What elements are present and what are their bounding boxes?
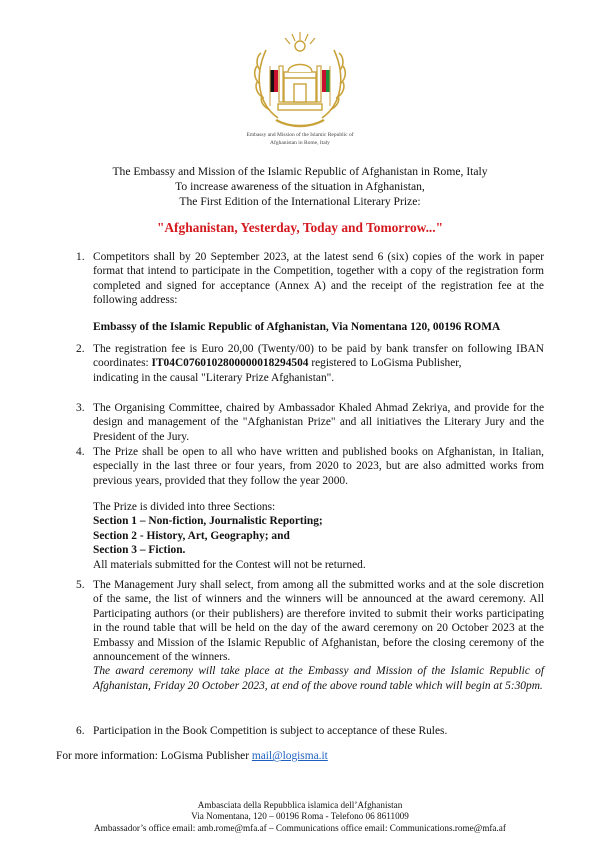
header-line1: The Embassy and Mission of the Islamic Republic of Afghanistan in Rome, Italy (112, 165, 488, 178)
rule-5-number: 5. (76, 579, 85, 591)
footer-line1: Ambasciata della Repubblica islamica dell’Afghanistan (197, 800, 403, 810)
sections-intro: The Prize is divided into three Sections: (93, 501, 276, 513)
afghanistan-emblem-logo (248, 26, 352, 132)
rule-5-text (93, 578, 544, 693)
materials-note: All materials submitted for the Contest will not be returned. (93, 558, 366, 571)
rule-2-text-b: registered to LoGisma Publisher, (308, 357, 462, 370)
document-footer (40, 800, 560, 834)
footer-line2: Via Nomentana, 120 – 00196 Roma - Telefono 06 8611009 (191, 811, 409, 822)
rule-3-number: 3. (76, 402, 85, 414)
more-info (56, 749, 536, 763)
rule-2-text (93, 342, 544, 385)
emblem-caption-line1: Embassy and Mission of the Islamic Republic of (246, 132, 354, 138)
header-line2: To increase awareness of the situation in Afghanistan, (175, 180, 425, 193)
rule-2-text-a: The registration fee is Euro 20,00 (Twenty/00) to be paid by bank transfer on following IBAN coordinates: (93, 343, 544, 370)
rule-4-sections (93, 500, 544, 572)
section-3: Section 3 – Fiction. (93, 544, 186, 557)
rule-2-iban: IT04C0760102800000018294504 (151, 357, 309, 370)
publisher-email-link[interactable]: mail@logisma.it (251, 750, 328, 762)
header-line3: The First Edition of the International Literary Prize: (179, 195, 421, 208)
footer-line3: Ambassador’s office email: amb.rome@mfa.af – Communications office email: Communications.rome@mfa.af (94, 822, 506, 833)
document-header (40, 164, 560, 209)
rule-5-main: The Management Jury shall select, from among all the submitted works and at the sole discretion of the same, the list of winners and the winners will be announced at the award ceremony. All Participating authors (or their publishers) are therefore invited to submit their works participating in the round table that will be held on the day of the award ceremony on 20 October 2023 at the Embassy and Mission of the Islamic Republic of Afghanistan, before the closing ceremony of the announcement of the winners. (93, 579, 544, 664)
emblem-caption-line2: Afghanistan in Rome, Italy (270, 140, 330, 146)
rule-1-text: Competitors shall by 20 September 2023, at the latest send 6 (six) copies of the work in paper format that intend to participate in the Competition, together with a copy of the registration form completed and signed for acceptance (Annex A) and the receipt of the registration fee at the following address: (93, 251, 544, 307)
rule-5-ceremony: The award ceremony will take place at the Embassy and Mission of the Islamic Republic of Afghanistan, Friday 20 October 2023, at end of the above round table which will begin at 5:30pm. (93, 665, 544, 692)
rule-1-address: Embassy of the Islamic Republic of Afghanistan, Via Nomentana 120, 00196 ROMA (93, 321, 501, 333)
rule-4-text: The Prize shall be open to all who have written and published books on Afghanistan, in Italian, especially in the last three or four years, from 2020 to 2023, but are also admitted works from previous years, provided that they follow the year 2000. (93, 446, 544, 487)
rule-6-number: 6. (76, 725, 85, 737)
rule-2-text-c: indicating in the causal "Literary Prize Afghanistan". (93, 371, 335, 384)
more-info-label: For more information: LoGisma Publisher (56, 750, 252, 762)
section-2: Section 2 - History, Art, Geography; and (93, 529, 290, 542)
emblem-caption (200, 131, 400, 147)
rule-2-number: 2. (76, 343, 85, 355)
prize-title: "Afghanistan, Yesterday, Today and Tomorrow..." (156, 220, 444, 235)
rule-6-text: Participation in the Book Competition is subject to acceptance of these Rules. (93, 725, 448, 737)
rule-1-number: 1. (76, 251, 85, 263)
section-1: Section 1 – Non-fiction, Journalistic Reporting; (93, 515, 323, 528)
rule-4-number: 4. (76, 446, 85, 458)
rule-3-text: The Organising Committee, chaired by Ambassador Khaled Ahmad Zekriya, and provide for the design and management of the "Afghanistan Prize" and all initiatives the Literary Jury and the President of the Jury. (93, 402, 544, 443)
